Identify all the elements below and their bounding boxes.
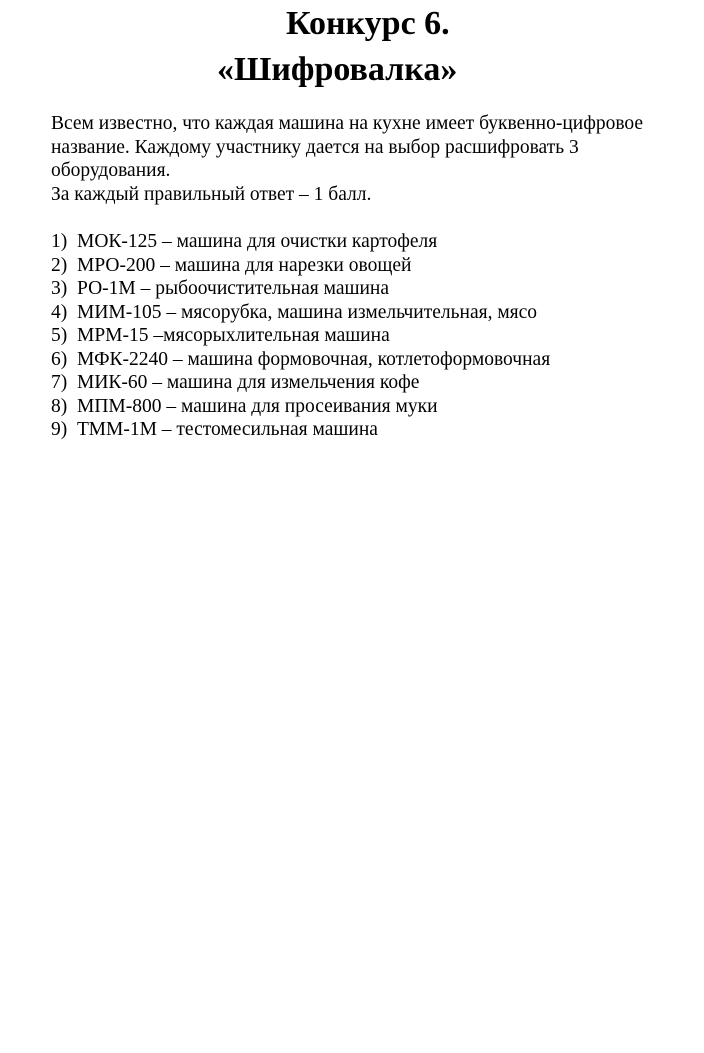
list-item-number: 3) — [51, 278, 68, 299]
list-item-number: 4) — [51, 301, 68, 323]
list-item-number: 7) — [51, 372, 68, 393]
list-item-text: МИК-60 – машина для измельчения кофе — [77, 372, 420, 393]
list-item-text: МРМ-15 –мясорыхлительная машина — [77, 325, 390, 346]
list-item-number: 1) — [51, 231, 68, 252]
list-item-number: 6) — [51, 348, 68, 370]
list-item — [51, 324, 550, 348]
list-item-number: 9) — [51, 419, 68, 440]
list-item — [51, 395, 550, 419]
list-item-text: ТММ-1М – тестомесильная машина — [77, 419, 378, 440]
list-item-text: МПМ-800 – машина для просеивания муки — [77, 395, 438, 417]
machine-list — [51, 230, 550, 442]
list-item — [51, 301, 550, 325]
intro-paragraph: Всем известно, что каждая машина на кухне имеет буквенно-цифровое название. Каждому участнику дается на выбор расшифровать 3 оборудования. — [51, 113, 644, 181]
list-item-number: 8) — [51, 395, 68, 417]
list-item — [51, 230, 550, 254]
list-item — [51, 348, 550, 372]
list-item-text: МРО-200 – машина для нарезки овощей — [77, 254, 412, 276]
list-item — [51, 277, 550, 301]
page-title: Конкурс 6. — [286, 5, 450, 42]
list-item-text: РО-1М – рыбоочистительная машина — [77, 278, 390, 299]
page-subtitle: «Шифровалка» — [217, 51, 458, 88]
list-item-number: 2) — [51, 254, 68, 276]
intro-text — [51, 112, 691, 206]
list-item-text: МОК-125 – машина для очистки картофеля — [77, 231, 438, 252]
scoring-rule: За каждый правильный ответ – 1 балл. — [51, 183, 372, 205]
list-item-text: МИМ-105 – мясорубка, машина измельчительная, мясо — [77, 301, 538, 323]
list-item-text: МФК-2240 – машина формовочная, котлетоформовочная — [77, 348, 551, 370]
list-item — [51, 418, 550, 442]
list-item — [51, 371, 550, 395]
list-item-number: 5) — [51, 325, 68, 346]
list-item — [51, 254, 550, 278]
